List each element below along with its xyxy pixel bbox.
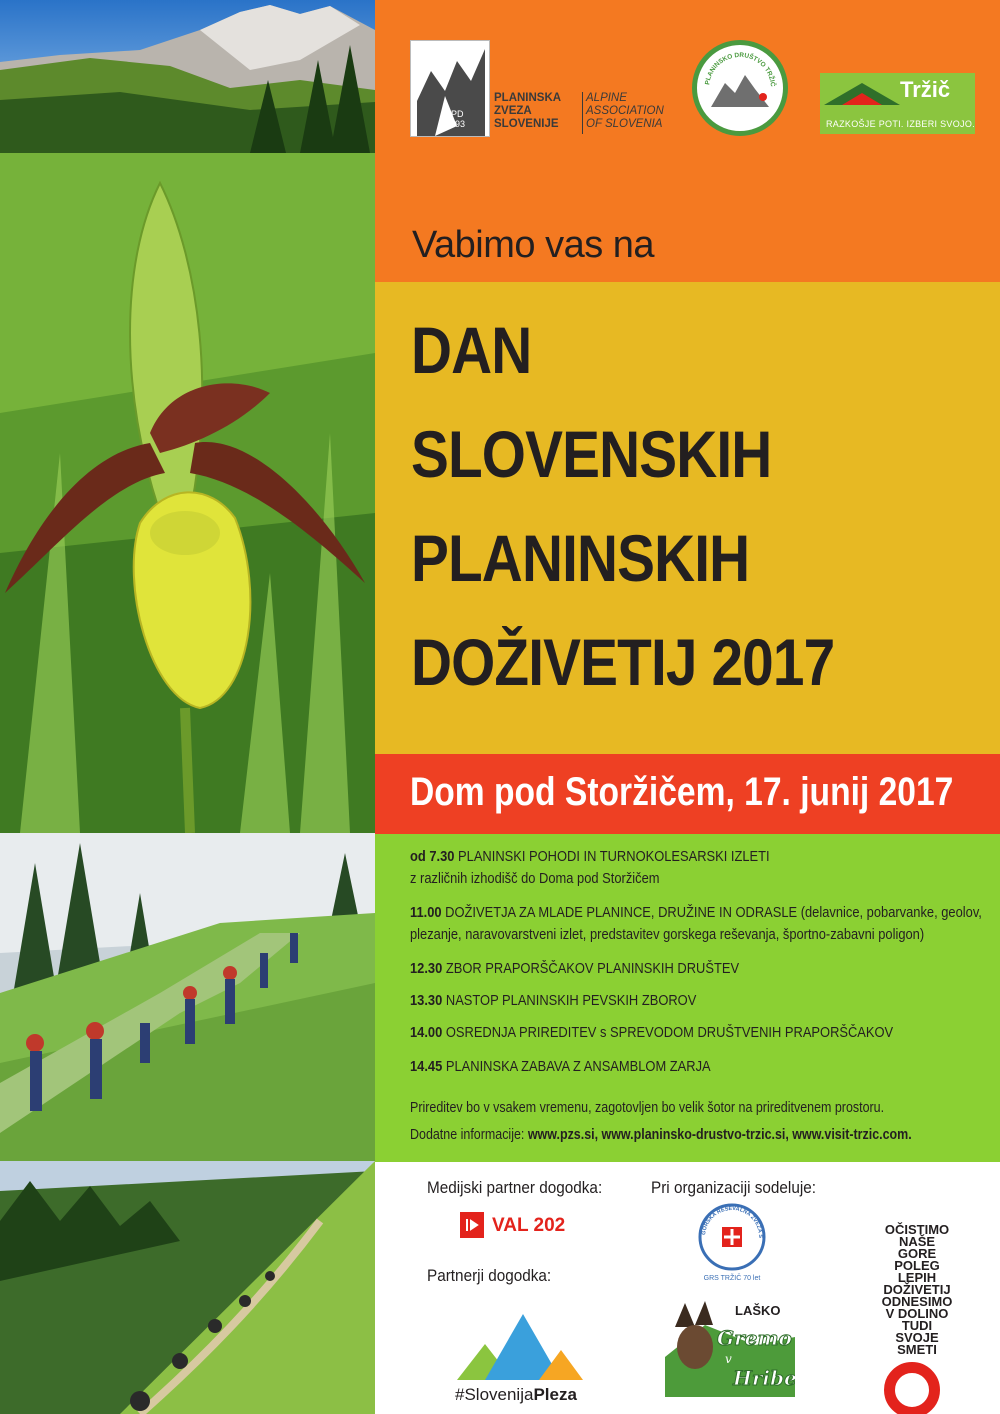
title-line-1: DAN xyxy=(411,313,532,387)
program-text: DOŽIVETJA ZA MLADE PLANINCE, DRUŽINE IN ODRASLE (delavnice, pobarvanke, geolov, xyxy=(445,904,982,921)
program-text: OSREDNJA PRIREDITEV s SPREVODOM DRUŠTVENIH PRAPORŠČAKOV xyxy=(445,1024,894,1041)
program-time: 12.30 xyxy=(410,960,443,977)
pzs-logo xyxy=(410,40,668,138)
pzs-name-en: ALPINE ASSOCIATION OF SLOVENIA xyxy=(586,92,664,130)
title-line-2: SLOVENSKIH xyxy=(411,417,772,491)
planinsko-drustvo-trzic-logo xyxy=(692,40,788,136)
ocistimo-gore-logo: OČISTIMO NAŠE GORE POLEG LEPIH DOŽIVETIJ ODNESIMO V DOLINO TUDI SVOJE SMETI xyxy=(881,1222,953,1357)
hikers-photo xyxy=(0,833,375,1161)
program-subtext: z različnih izhodišč do Doma pod Storžičem xyxy=(410,870,660,887)
pzs-mark-text: SPD 1893 xyxy=(445,109,466,129)
program-item xyxy=(410,1058,711,1075)
program-subtext: plezanje, naravovarstveni izlet, predstavitev gorskega reševanja, športno-zabavni poligon) xyxy=(410,926,925,943)
title-band xyxy=(375,282,1000,754)
slovenija-pleza-logo xyxy=(455,1292,585,1404)
weather-note: Prireditev bo v vsakem vremenu, zagotovljen bo velik šotor na prireditvenem prostoru. xyxy=(410,1100,885,1116)
gremo-v-hribe-logo xyxy=(665,1297,795,1397)
program-text: PLANINSKI POHODI IN TURNOKOLESARSKI IZLETI xyxy=(458,848,770,865)
venue-date: Dom pod Storžičem, 17. junij 2017 xyxy=(410,770,954,814)
program-item xyxy=(410,1024,893,1041)
val202-mark xyxy=(460,1212,484,1238)
lasko-text: LAŠKO xyxy=(735,1303,781,1318)
program-band xyxy=(375,834,1000,1162)
gremo-text: Gremo xyxy=(717,1326,792,1350)
partners-band xyxy=(375,1162,1000,1414)
invite-text: Vabimo vas na xyxy=(412,224,655,266)
mountain-photo xyxy=(0,0,375,153)
gzr-subtext: GRS TRŽIČ 70 let xyxy=(703,1275,761,1282)
venue-band xyxy=(375,754,1000,834)
slovenija-pleza-text xyxy=(455,1385,577,1405)
program-item xyxy=(410,992,696,1009)
hribe-text: Hribe xyxy=(733,1366,795,1390)
pdt-ring-text: PLANINSKO DRUŠTVO TRŽIČ xyxy=(704,51,777,88)
val202-logo xyxy=(460,1212,575,1238)
info-links[interactable]: www.pzs.si, www.planinsko-drustvo-trzic.si, www.visit-trzic.com. xyxy=(527,1127,912,1143)
organization-label: Pri organizaciji sodeluje: xyxy=(651,1178,816,1197)
gremo-v-text: v xyxy=(725,1352,732,1366)
media-partner-label: Medijski partner dogodka: xyxy=(427,1178,603,1197)
trzic-name: Tržič xyxy=(900,77,951,102)
program-text: NASTOP PLANINSKIH PEVSKIH ZBOROV xyxy=(445,992,697,1009)
cyclists-photo xyxy=(0,1161,375,1414)
program-text: PLANINSKA ZABAVA Z ANSAMBLOM ZARJA xyxy=(445,1058,711,1075)
event-partners-label: Partnerji dogodka: xyxy=(427,1266,552,1285)
header-band xyxy=(375,0,1000,282)
val202-name: VAL 202 xyxy=(492,1215,566,1236)
pzs-divider xyxy=(582,92,583,134)
info-line xyxy=(410,1127,912,1143)
orchid-photo xyxy=(0,153,375,833)
title-line-4: DOŽIVETIJ 2017 xyxy=(411,625,835,699)
program-text: ZBOR PRAPORŠČAKOV PLANINSKIH DRUŠTEV xyxy=(445,960,740,977)
program-item xyxy=(410,848,770,865)
program-time: 14.00 xyxy=(410,1024,443,1041)
ocistimo-ring-icon xyxy=(884,1362,940,1414)
title-line-3: PLANINSKIH xyxy=(411,521,750,595)
info-label: Dodatne informacije: xyxy=(410,1127,525,1143)
slovenija-pleza-bold: Pleza xyxy=(533,1385,577,1404)
pzs-name: PLANINSKA ZVEZA SLOVENIJE xyxy=(494,92,562,130)
program-time: 14.45 xyxy=(410,1058,443,1075)
program-item xyxy=(410,960,739,977)
program-time: od 7.30 xyxy=(410,848,455,865)
trzic-slogan: RAZKOŠJE POTI. IZBERI SVOJO. xyxy=(826,119,975,129)
gorska-resevalna-zveza-logo xyxy=(695,1202,769,1284)
pzs-logo-mark xyxy=(410,40,490,137)
program-item xyxy=(410,904,982,921)
gzr-ring-text: GORSKA REŠEVALNA ZVEZA S xyxy=(701,1205,764,1239)
trzic-logo xyxy=(820,73,975,134)
program-time: 13.30 xyxy=(410,992,443,1009)
program-time: 11.00 xyxy=(410,904,442,921)
slovenija-pleza-prefix: #Slovenija xyxy=(455,1385,534,1404)
